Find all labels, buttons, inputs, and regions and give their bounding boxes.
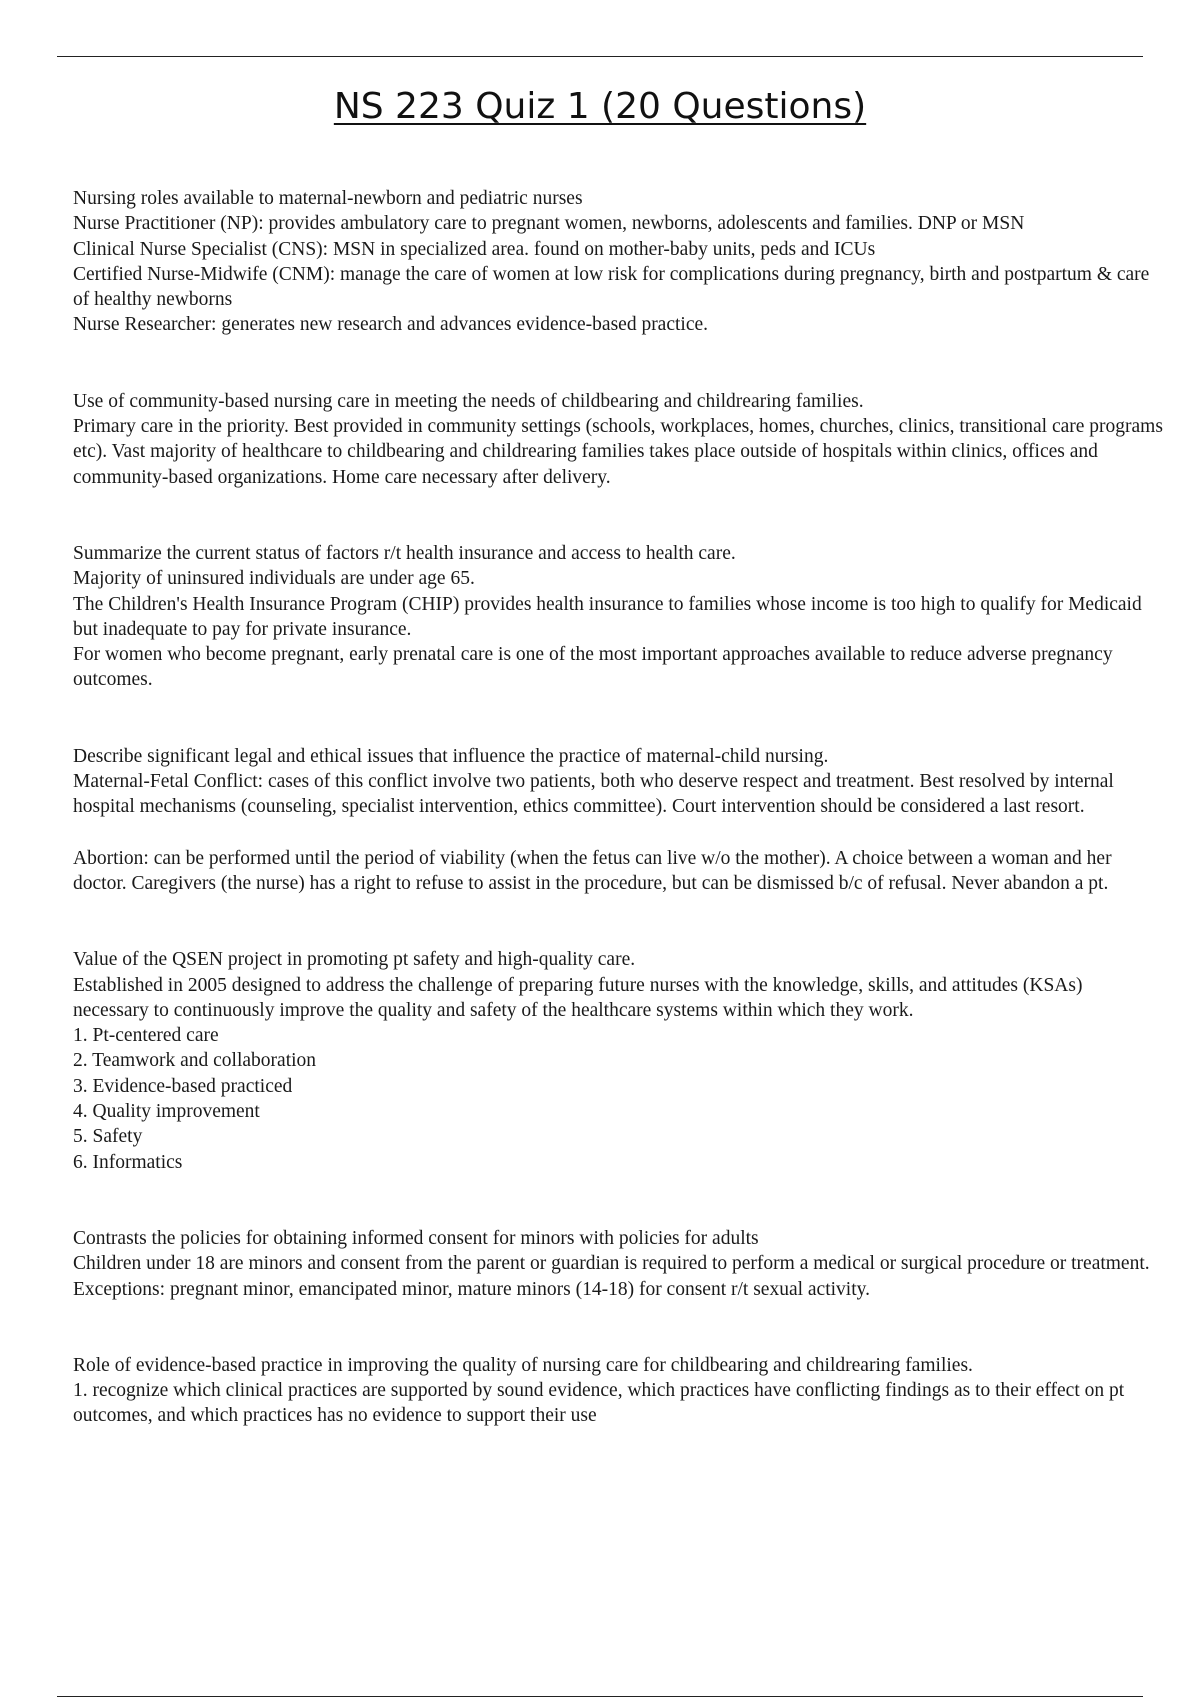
section-community-care xyxy=(73,389,1163,490)
paragraph: Maternal-Fetal Conflict: cases of this conflict involve two patients, both who deserve respect and treatment. Best resolved by internal hospital mechanisms (counseling, specialist intervention, ethics committee). Court intervention should be considered a last resort. xyxy=(73,771,1114,818)
section-nursing-roles xyxy=(73,186,1163,338)
section-qsen xyxy=(73,947,1163,1175)
list-item: 1. recognize which clinical practices are supported by sound evidence, which practices have conflicting findings as to their effect on pt outcomes, and which practices has no evidence to support their use xyxy=(73,1380,1125,1427)
section-health-insurance xyxy=(73,541,1163,693)
section-heading: Describe significant legal and ethical issues that influence the practice of maternal-child nursing. xyxy=(73,745,829,767)
section-legal-ethical xyxy=(73,744,1163,820)
list-item: 1. Pt-centered care xyxy=(73,1025,219,1047)
paragraph: Primary care in the priority. Best provided in community settings (schools, workplaces, homes, churches, clinics, transitional care programs etc). Vast majority of healthcare to childbearing and childrearing families takes place outside of hospitals within clinics, offices and community-based organizations. Home care necessary after delivery. xyxy=(73,416,1163,488)
section-spacer xyxy=(73,1175,1163,1226)
section-heading: Value of the QSEN project in promoting pt safety and high-quality care. xyxy=(73,949,636,971)
section-evidence-based-practice xyxy=(73,1353,1163,1429)
list-item: 4. Quality improvement xyxy=(73,1101,260,1123)
paragraph: Nurse Practitioner (NP): provides ambulatory care to pregnant women, newborns, adolescents and families. DNP or MSN xyxy=(73,213,1025,235)
section-heading: Summarize the current status of factors r/t health insurance and access to health care. xyxy=(73,542,736,564)
paragraph: Majority of uninsured individuals are under age 65. xyxy=(73,568,475,590)
paragraph: Clinical Nurse Specialist (CNS): MSN in specialized area. found on mother-baby units, peds and ICUs xyxy=(73,238,876,260)
section-heading: Nursing roles available to maternal-newborn and pediatric nurses xyxy=(73,188,583,209)
section-spacer xyxy=(73,693,1163,744)
paragraph: Established in 2005 designed to address the challenge of preparing future nurses with the knowledge, skills, and attitudes (KSAs) necessary to continuously improve the quality and safety of the healthcare systems within which they work. xyxy=(73,974,1083,1021)
section-spacer xyxy=(73,490,1163,541)
section-heading: Contrasts the policies for obtaining informed consent for minors with policies for adults xyxy=(73,1227,759,1249)
paragraph: Children under 18 are minors and consent from the parent or guardian is required to perform a medical or surgical procedure or treatment. xyxy=(73,1253,1150,1275)
list-item: 6. Informatics xyxy=(73,1151,183,1173)
section-abortion xyxy=(73,846,1163,897)
document-body xyxy=(73,186,1163,1429)
section-spacer xyxy=(73,1302,1163,1353)
paragraph: Abortion: can be performed until the period of viability (when the fetus can live w/o the mother). A choice between a woman and her doctor. Caregivers (the nurse) has a right to refuse to assist in the procedure, but can be dismissed b/c of refusal. Never abandon a pt. xyxy=(73,847,1112,894)
paragraph: Certified Nurse-Midwife (CNM): manage the care of women at low risk for complications during pregnancy, birth and postpartum & care of healthy newborns xyxy=(73,263,1150,311)
header-divider xyxy=(57,56,1143,57)
list-item: 5. Safety xyxy=(73,1126,143,1148)
section-heading: Use of community-based nursing care in meeting the needs of childbearing and childrearing families. xyxy=(73,390,864,412)
section-informed-consent xyxy=(73,1226,1163,1302)
section-spacer xyxy=(73,896,1163,947)
paragraph: Exceptions: pregnant minor, emancipated minor, mature minors (14-18) for consent r/t sexual activity. xyxy=(73,1278,870,1300)
footer-divider xyxy=(57,1696,1143,1697)
page-title: NS 223 Quiz 1 (20 Questions) xyxy=(333,86,867,127)
paragraph: For women who become pregnant, early prenatal care is one of the most important approaches available to reduce adverse pregnancy outcomes. xyxy=(73,644,1113,691)
paragraph: Nurse Researcher: generates new research and advances evidence-based practice. xyxy=(73,314,709,336)
section-spacer xyxy=(73,820,1163,846)
paragraph: The Children's Health Insurance Program (CHIP) provides health insurance to families whose income is too high to qualify for Medicaid but inadequate to pay for private insurance. xyxy=(73,593,1142,640)
list-item: 2. Teamwork and collaboration xyxy=(73,1050,317,1072)
list-item: 3. Evidence-based practiced xyxy=(73,1075,293,1097)
section-spacer xyxy=(73,338,1163,389)
section-heading: Role of evidence-based practice in improving the quality of nursing care for childbearing and childrearing families. xyxy=(73,1354,973,1376)
